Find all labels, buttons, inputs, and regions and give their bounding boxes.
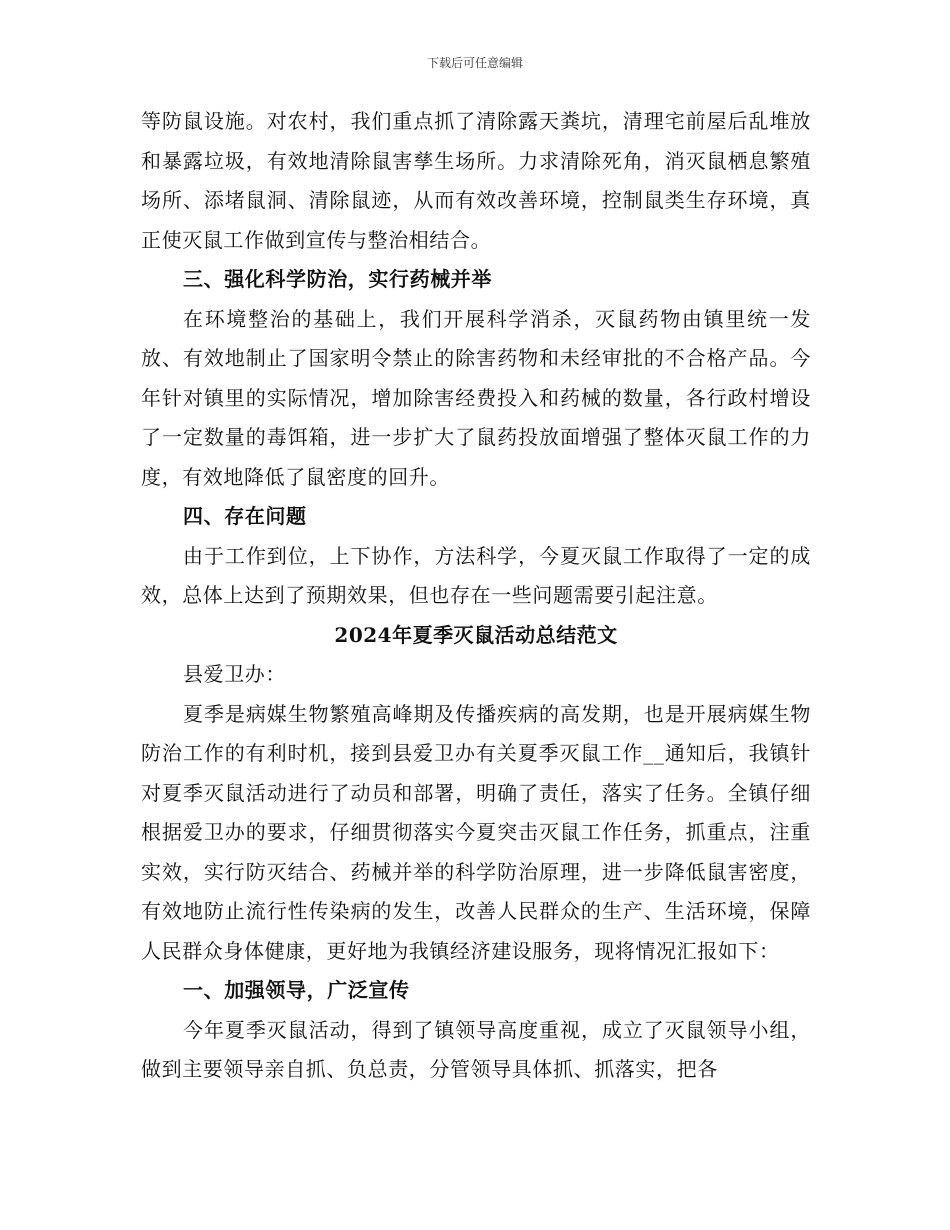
paragraph-leadership: 今年夏季灭鼠活动，得到了镇领导高度重视，成立了灭鼠领导小组，做到主要领导亲自抓、负总责，分管领导具体抓、抓落实，把各 [141, 1017, 811, 1081]
section-heading-1: 一、加强领导，广泛宣传 [183, 978, 410, 1002]
paragraph-scientific-control: 在环境整治的基础上，我们开展科学消杀，灭鼠药物由镇里统一发放、有效地制止了国家明令禁止的除害药物和未经审批的不合格产品。今年针对镇里的实际情况，增加除害经费投入和药械的数量，各行政村增设了一定数量的毒饵箱，进一步扩大了鼠药投放面增强了整体灭鼠工作的力度，有效地降低了鼠密度的回升。 [141, 306, 811, 489]
paragraph-continuation: 等防鼠设施。对农村，我们重点抓了清除露天粪坑，清理宅前屋后乱堆放和暴露垃圾，有效地清除鼠害孳生场所。力求清除死角，消灭鼠栖息繁殖场所、添堵鼠洞、清除鼠迹，从而有效改善环境，控制鼠类生存环境，真正使灭鼠工作做到宣传与整治相结合。 [141, 109, 811, 252]
salutation: 县爱卫办： [183, 662, 286, 686]
document-title: 2024年夏季灭鼠活动总结范文 [334, 622, 618, 647]
page-header: 下载后可任意编辑 [426, 56, 523, 70]
document-body [141, 102, 811, 1090]
paragraph-introduction: 夏季是病媒生物繁殖高峰期及传播疾病的高发期，也是开展病媒生物防治工作的有利时机，接到县爱卫办有关夏季灭鼠工作__通知后，我镇针对夏季灭鼠活动进行了动员和部署，明确了责任，落实了任务。全镇仔细根据爱卫办的要求，仔细贯彻落实今夏突击灭鼠工作任务，抓重点，注重实效，实行防灭结合、药械并举的科学防治原理，进一步降低鼠害密度，有效地防止流行性传染病的发生，改善人民群众的生产、生活环境，保障人民群众身体健康，更好地为我镇经济建设服务，现将情况汇报如下： [141, 701, 811, 963]
paragraph-problems: 由于工作到位，上下协作，方法科学，今夏灭鼠工作取得了一定的成效，总体上达到了预期效果，但也存在一些问题需要引起注意。 [141, 543, 811, 607]
section-heading-3: 三、强化科学防治，实行药械并举 [183, 267, 492, 291]
section-heading-4: 四、存在问题 [183, 504, 307, 528]
